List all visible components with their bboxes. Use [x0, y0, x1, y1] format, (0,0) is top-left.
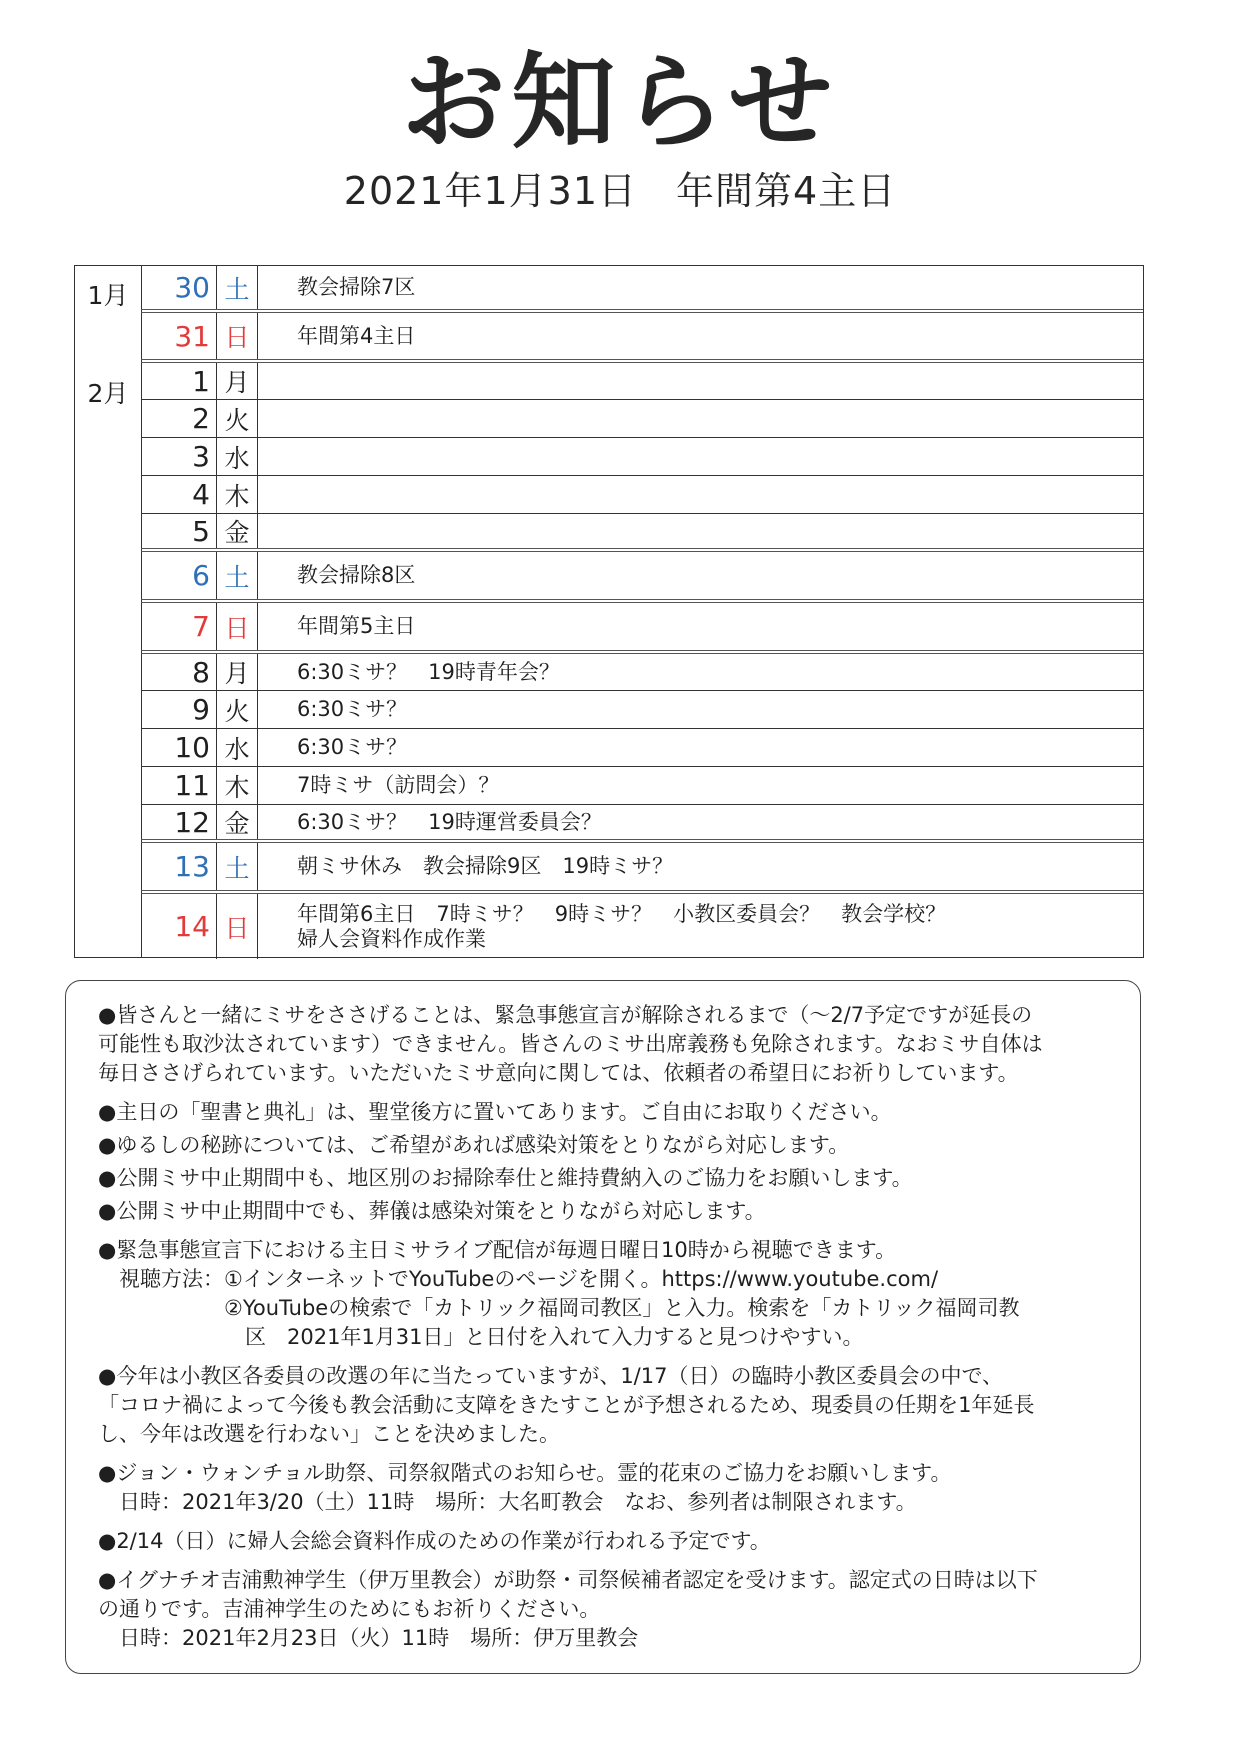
- event-text: [257, 476, 1143, 513]
- day-number: 7: [141, 603, 217, 650]
- schedule-row: [141, 843, 1143, 894]
- event-text: 年間第6主日 7時ミサ？ 9時ミサ？ 小教区委員会？ 教会学校？ 婦人会資料作成作業: [297, 902, 947, 951]
- weekday: 水: [217, 438, 258, 475]
- weekday: 日: [217, 313, 258, 359]
- event-text: 6:30ミサ？ 19時運営委員会？: [297, 809, 602, 834]
- schedule-row: [141, 400, 1143, 438]
- schedule-row: [141, 729, 1143, 767]
- schedule-row: [141, 363, 1143, 400]
- notice-item: ●主日の「聖書と典礼」は、聖堂後方に置いてあります。ご自由にお取りください。: [98, 1100, 892, 1124]
- event-text: 年間第5主日: [297, 614, 416, 639]
- event-text: 6:30ミサ？: [297, 697, 408, 722]
- weekday: 月: [217, 654, 258, 690]
- day-number: 12: [141, 805, 217, 839]
- notice-item: ●ジョン・ウォンチョル助祭、司祭叙階式のお知らせ。霊的花束のご協力をお願いします。 日時：2021年3/20（土）11時 場所：大名町教会 なお、参列者は制限されます。: [98, 1461, 952, 1514]
- event-text: 6:30ミサ？: [297, 735, 408, 760]
- notice-item: ●緊急事態宣言下における主日ミサライブ配信が毎週日曜日10時から視聴できます。 視聴方法：①インターネットでYouTubeのページを開く。https://www.youtube.com/ ②YouTubeの検索で「カトリック福岡司教区」と入力。検索を「カトリック福岡司教 区 2021年1月31日」と日付を入れて入力すると見つけやすい。: [98, 1238, 1020, 1349]
- month-column: [75, 266, 142, 957]
- event-text: [257, 363, 1143, 399]
- event-text: 朝ミサ休み 教会掃除9区 19時ミサ？: [297, 854, 674, 879]
- notice-item: ●公開ミサ中止期間中でも、葬儀は感染対策をとりながら対応します。: [98, 1199, 766, 1223]
- notice-item: ●公開ミサ中止期間中も、地区別のお掃除奉仕と維持費納入のご協力をお願いします。: [98, 1166, 913, 1190]
- weekday: 金: [217, 805, 258, 839]
- month-label-jan: 1月: [87, 281, 129, 310]
- schedule-row: [141, 894, 1143, 959]
- weekday: 月: [217, 363, 258, 399]
- notice-item: ●イグナチオ吉浦勲神学生（伊万里教会）が助祭・司祭候補者認定を受けます。認定式の日時は以下 の通りです。吉浦神学生のためにもお祈りください。 日時：2021年2月23日（火）11時 場所：伊万里教会: [98, 1568, 1038, 1650]
- event-text: 6:30ミサ？ 19時青年会？: [297, 659, 560, 684]
- weekday: 日: [217, 894, 258, 959]
- day-number: 10: [141, 729, 217, 766]
- schedule-row: [141, 805, 1143, 843]
- notice-item: ●ゆるしの秘跡については、ご希望があれば感染対策をとりながら対応します。: [98, 1133, 850, 1157]
- weekday: 土: [217, 266, 258, 309]
- schedule-table: [74, 265, 1144, 958]
- page-subtitle: 2021年1月31日 年間第4主日: [343, 169, 897, 213]
- schedule-row: [141, 603, 1143, 654]
- day-number: 4: [141, 476, 217, 513]
- weekday: 木: [217, 476, 258, 513]
- day-number: 9: [141, 691, 217, 728]
- notice-box: [65, 980, 1141, 1674]
- day-number: 1: [141, 363, 217, 399]
- day-number: 11: [141, 767, 217, 804]
- schedule-row: [141, 266, 1143, 313]
- page-title: お知らせ: [401, 41, 839, 163]
- day-number: 14: [141, 894, 217, 959]
- event-text: 教会掃除7区: [297, 275, 416, 300]
- event-text: 年間第4主日: [297, 323, 416, 348]
- weekday: 日: [217, 603, 258, 650]
- day-number: 8: [141, 654, 217, 690]
- day-number: 6: [141, 552, 217, 599]
- day-number: 2: [141, 400, 217, 437]
- event-text: 7時ミサ（訪問会）？: [297, 773, 500, 798]
- schedule-row: [141, 552, 1143, 603]
- weekday: 水: [217, 729, 258, 766]
- notice-item: ●今年は小教区各委員の改選の年に当たっていますが、1/17（日）の臨時小教区委員会の中で、 「コロナ禍によって今後も教会活動に支障をきたすことが予想されるため、現委員の任期を1年延長 し、今年は改選を行わない」ことを決めました。: [98, 1364, 1035, 1446]
- schedule-row: [141, 514, 1143, 552]
- schedule-row: [141, 691, 1143, 729]
- day-number: 31: [141, 313, 217, 359]
- event-text: [257, 438, 1143, 475]
- schedule-row: [141, 767, 1143, 805]
- schedule-row: [141, 313, 1143, 363]
- weekday: 木: [217, 767, 258, 804]
- schedule-row: [141, 438, 1143, 476]
- weekday: 金: [217, 514, 258, 548]
- day-number: 13: [141, 843, 217, 890]
- schedule-row: [141, 476, 1143, 514]
- month-label-feb: 2月: [87, 379, 129, 408]
- day-number: 3: [141, 438, 217, 475]
- notice-item: ●2/14（日）に婦人会総会資料作成のための作業が行われる予定です。: [98, 1529, 771, 1553]
- weekday: 土: [217, 843, 258, 890]
- schedule-row: [141, 654, 1143, 691]
- event-text: [257, 400, 1143, 437]
- notice-item: ●皆さんと一緒にミサをささげることは、緊急事態宣言が解除されるまで（～2/7予定ですが延長の 可能性も取沙汰されています）できません。皆さんのミサ出席義務も免除されます。なおミサ自体は 毎日ささげられています。いただいたミサ意向に関しては、依頼者の希望日にお祈りしています。: [98, 1003, 1043, 1085]
- event-text: [257, 514, 1143, 548]
- weekday: 火: [217, 691, 258, 728]
- event-text: 教会掃除8区: [297, 563, 416, 588]
- weekday: 火: [217, 400, 258, 437]
- day-number: 30: [141, 266, 217, 309]
- day-number: 5: [141, 514, 217, 548]
- weekday: 土: [217, 552, 258, 599]
